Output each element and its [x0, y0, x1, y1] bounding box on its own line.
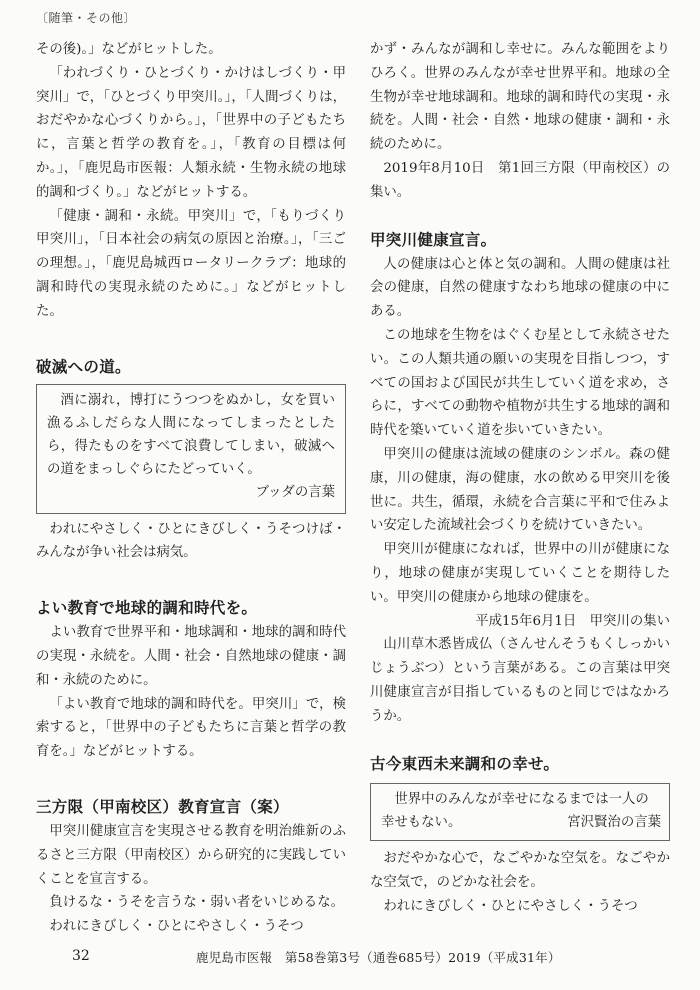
buddha-quote-text: 酒に溺れ，博打にうつつをぬかし，女を買い漁るふしだらな人間になってしまったとしたら，得たものをすべて浪費してしまい，破滅への道をまっしぐらにたどっていく。 [47, 392, 335, 478]
intro-paragraph-2: 「われづくり・ひとづくり・かけはしづくり・甲突川」で，「ひとづくり甲突川。」，「人間づくりは，おだやかな心づくりから。」，「世界中の子どもたちに，言葉と哲学の教育を。」，「教育の目標は何か。」，「鹿児島市医報：人類永続・生物永続の地球的調和づくり。」などがヒットする。 [36, 65, 346, 200]
kyoiku-paragraph-2: 「よい教育で地球的調和時代を。甲突川」で，検索すると，「世界中の子どもたちに言葉と哲学の教育を。」などがヒットする。 [36, 696, 346, 760]
journal-citation: 鹿児島市医報 第58巻第3号（通巻685号）2019（平成31年） [196, 950, 561, 965]
kokon-paragraph-1: おだやかな心で，なごやかな空気を。なごやかな空気で，のどかな社会を。 [370, 850, 670, 890]
right-continuation: かず・みんなが調和し幸せに。みんな範囲をよりひろく。世界のみんなが幸せ世界平和。地球の全生物が幸せ地球調和。地球的調和時代の実現・永続を。人間・社会・自然・地球の健康・調和・永続のために。 [370, 42, 670, 153]
sengen-paragraph-2: 負けるな・うそを言うな・弱い者をいじめるな。 [49, 895, 344, 911]
kokon-paragraph-2: われにきびしく・ひとにやさしく・うそつ [383, 898, 638, 914]
intro-paragraph-3: 「健康・調和・永続。甲突川」で，「もりづくり甲突川」，「日本社会の病気の原因と治療。」，「三ごの理想。」，「鹿児島城西ロータリークラブ：地球的調和時代の実現永続のために。」などがヒットした。 [36, 208, 346, 319]
kyoiku-paragraph-1: よい教育で世界平和・地球調和・地球的調和時代の実現・永続を。人間・社会・自然地球の健康・調和・永続のために。 [36, 625, 346, 688]
kenko-paragraph-1: 人の健康は心と体と気の調和。人間の健康は社会の健康，自然の健康すなわち地球の健康の中にある。 [370, 256, 670, 320]
right-column [370, 38, 670, 918]
heading-hametsu: 破滅への道。 [36, 357, 131, 376]
heading-kyoiku: よい教育で地球的調和時代を。 [36, 599, 258, 618]
heading-kenko: 甲突川健康宣言。 [370, 230, 497, 249]
kenko-date: 平成15年6月1日 甲突川の集い [475, 613, 670, 629]
intro-paragraph-1: その後)。」などがヒットした。 [36, 42, 222, 57]
kenko-paragraph-5: 山川草木悉皆成仏（さんせんそうもくしっかいじょうぶつ）という言葉がある。この言葉は甲突川健康宣言が目指しているものと同じではなかろうか。 [370, 637, 670, 724]
left-column [36, 38, 346, 939]
sengen-paragraph-1: 甲突川健康宣言を実現させる教育を明治維新のふるさと三方限（甲南校区）から研究的に実践していくことを宣言する。 [36, 823, 346, 887]
miyazawa-attribution: 宮沢賢治の言葉 [567, 814, 661, 830]
miyazawa-quote-text: 世界中のみんなが幸せになるまでは一人の幸せもない。 宮沢賢治の言葉 [381, 788, 661, 834]
kenko-paragraph-4: 甲突川が健康になれば，世界中の川が健康になり，地球の健康が実現していくことを期待したい。甲突川の健康から地球の健康を。 [370, 542, 670, 605]
kenko-paragraph-3: 甲突川の健康は流域の健康のシンボル。森の健康，川の健康，海の健康，水の飲める甲突川を後世に。共生，循環，永続を合言葉に平和で住みよい安定した流域社会づくりを続けていきたい。 [370, 446, 670, 534]
section-label: 〔随筆・その他〕 [36, 11, 137, 25]
heading-kokon: 古今東西未来調和の幸せ。 [370, 754, 560, 773]
heading-sengen: 三方限（甲南校区）教育宣言（案） [36, 797, 289, 816]
buddha-attribution: ブッダの言葉 [255, 485, 335, 501]
page-number: 32 [72, 948, 90, 964]
sengen-paragraph-3: われにきびしく・ひとにやさしく・うそつ [49, 919, 304, 935]
miyazawa-quote-box [370, 783, 670, 841]
buddha-quote-box [36, 384, 346, 514]
right-date-line: 2019年8月10日 第1回三方限（甲南校区）の集い。 [370, 160, 670, 200]
kenko-paragraph-2: この地球を生物をはぐくむ星として永続させたい。この人類共通の願いの実現を目指しつつ，すべての国および国民が共生していく道を求め，さらに，すべての動物や植物が共生する地球的調和時代を築いていく道を歩いていきたい。 [370, 327, 670, 439]
hametsu-after: われにやさしく・ひとにきびしく・うそつけば・みんなが争い社会は病気。 [36, 521, 346, 561]
